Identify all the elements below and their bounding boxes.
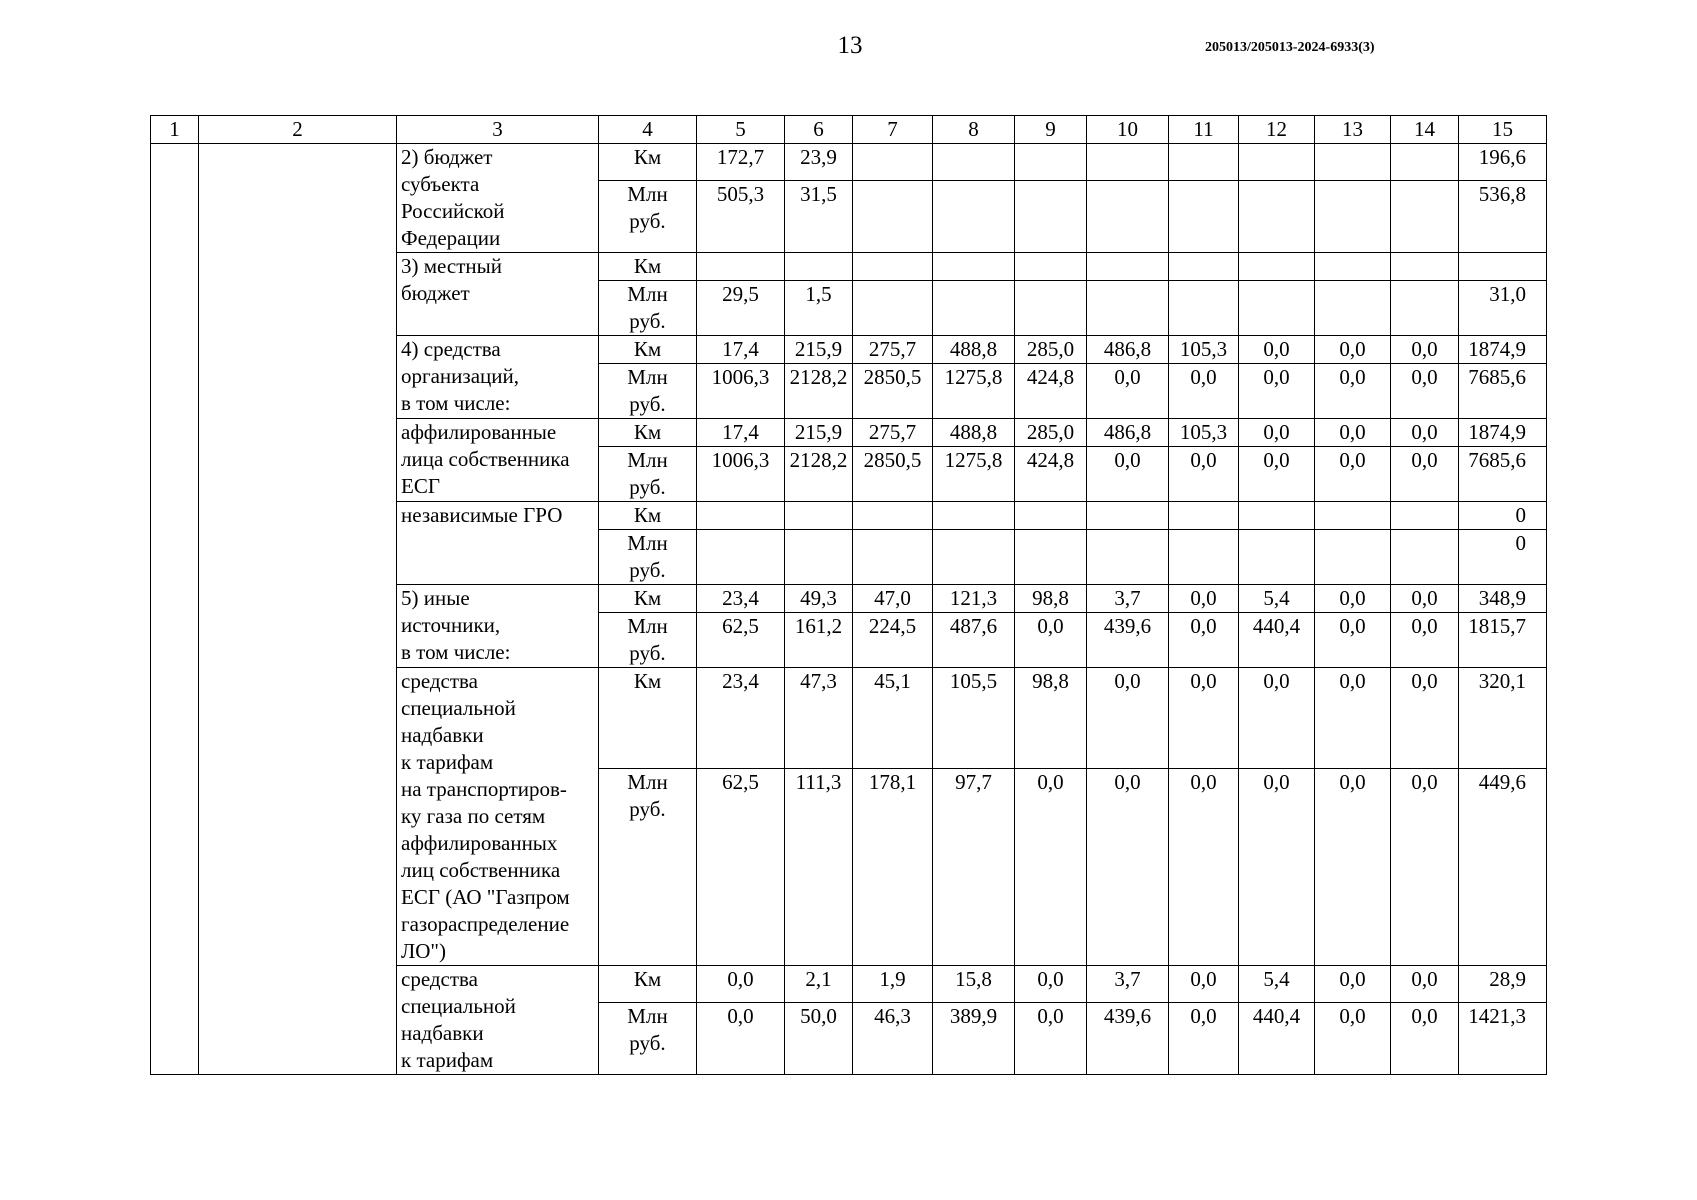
value-cell	[1015, 530, 1087, 585]
value-cell: 0,0	[1391, 585, 1459, 613]
value-cell	[933, 253, 1015, 281]
value-cell: 0	[1459, 530, 1547, 585]
value-cell	[785, 502, 853, 530]
page-number: 13	[837, 32, 863, 59]
value-cell: 0,0	[1087, 768, 1169, 965]
value-cell: 320,1	[1459, 668, 1547, 769]
value-cell	[1169, 502, 1239, 530]
value-cell	[1169, 281, 1239, 336]
value-cell: 1,5	[785, 281, 853, 336]
value-cell: 29,5	[697, 281, 785, 336]
value-cell	[1087, 502, 1169, 530]
value-cell	[853, 502, 933, 530]
value-cell: 196,6	[1459, 144, 1547, 181]
unit-label: Км	[599, 144, 697, 181]
value-cell	[933, 144, 1015, 181]
document-id: 205013/205013-2024-6933(3)	[1205, 40, 1375, 55]
value-cell	[785, 253, 853, 281]
value-cell: 5,4	[1239, 966, 1315, 1003]
value-cell	[1315, 180, 1391, 252]
value-cell: 1275,8	[933, 364, 1015, 419]
value-cell: 224,5	[853, 613, 933, 668]
value-cell: 505,3	[697, 180, 785, 252]
value-cell	[1015, 253, 1087, 281]
unit-label: Км	[599, 502, 697, 530]
value-cell: 1,9	[853, 966, 933, 1003]
unit-label: Млн руб.	[599, 530, 697, 585]
value-cell: 7685,6	[1459, 447, 1547, 502]
value-cell: 0,0	[1239, 419, 1315, 447]
funding-source-label: 2) бюджет субъекта Российской Федерации	[397, 144, 599, 253]
value-cell	[1391, 253, 1459, 281]
value-cell	[933, 502, 1015, 530]
funding-source-label: 4) средства организаций, в том числе:	[397, 336, 599, 419]
funding-source-label: 3) местный бюджет	[397, 253, 599, 336]
value-cell: 215,9	[785, 419, 853, 447]
value-cell: 3,7	[1087, 966, 1169, 1003]
value-cell: 215,9	[785, 336, 853, 364]
value-cell	[933, 530, 1015, 585]
value-cell	[1391, 144, 1459, 181]
value-cell: 536,8	[1459, 180, 1547, 252]
value-cell: 161,2	[785, 613, 853, 668]
table-row	[151, 144, 1547, 181]
value-cell: 348,9	[1459, 585, 1547, 613]
value-cell: 105,5	[933, 668, 1015, 769]
value-cell: 0,0	[1315, 1002, 1391, 1074]
value-cell: 0,0	[1391, 1002, 1459, 1074]
value-cell: 2850,5	[853, 364, 933, 419]
value-cell	[1169, 530, 1239, 585]
value-cell: 0,0	[1169, 585, 1239, 613]
value-cell: 45,1	[853, 668, 933, 769]
value-cell	[1315, 281, 1391, 336]
value-cell: 178,1	[853, 768, 933, 965]
column-number: 10	[1087, 116, 1169, 144]
value-cell: 15,8	[933, 966, 1015, 1003]
value-cell	[853, 144, 933, 181]
value-cell: 1421,3	[1459, 1002, 1547, 1074]
column-number: 6	[785, 116, 853, 144]
unit-label: Км	[599, 253, 697, 281]
value-cell	[1239, 530, 1315, 585]
column-number: 5	[697, 116, 785, 144]
col-1-cell	[151, 144, 199, 1075]
value-cell: 62,5	[697, 768, 785, 965]
value-cell: 486,8	[1087, 419, 1169, 447]
unit-label: Млн руб.	[599, 447, 697, 502]
value-cell: 1006,3	[697, 447, 785, 502]
value-cell: 0,0	[1015, 768, 1087, 965]
value-cell	[697, 253, 785, 281]
value-cell	[853, 281, 933, 336]
value-cell: 111,3	[785, 768, 853, 965]
value-cell	[1169, 144, 1239, 181]
value-cell	[1315, 144, 1391, 181]
value-cell: 389,9	[933, 1002, 1015, 1074]
value-cell: 0,0	[1391, 613, 1459, 668]
value-cell	[1239, 253, 1315, 281]
column-number: 3	[397, 116, 599, 144]
value-cell: 424,8	[1015, 447, 1087, 502]
value-cell: 46,3	[853, 1002, 933, 1074]
value-cell	[1315, 502, 1391, 530]
value-cell	[1239, 281, 1315, 336]
unit-label: Млн руб.	[599, 364, 697, 419]
value-cell: 0,0	[1315, 419, 1391, 447]
value-cell: 0,0	[1315, 768, 1391, 965]
value-cell: 3,7	[1087, 585, 1169, 613]
unit-label: Км	[599, 336, 697, 364]
value-cell	[853, 180, 933, 252]
value-cell: 0,0	[1169, 447, 1239, 502]
value-cell: 50,0	[785, 1002, 853, 1074]
unit-label: Км	[599, 966, 697, 1003]
value-cell: 0,0	[1239, 364, 1315, 419]
value-cell: 440,4	[1239, 613, 1315, 668]
value-cell: 0,0	[1315, 613, 1391, 668]
value-cell: 0,0	[697, 1002, 785, 1074]
value-cell: 275,7	[853, 336, 933, 364]
value-cell	[1239, 502, 1315, 530]
value-cell: 2850,5	[853, 447, 933, 502]
unit-label: Млн руб.	[599, 1002, 697, 1074]
value-cell: 47,0	[853, 585, 933, 613]
value-cell: 0,0	[1391, 419, 1459, 447]
value-cell: 0,0	[1391, 768, 1459, 965]
value-cell	[1015, 502, 1087, 530]
value-cell: 0,0	[1315, 966, 1391, 1003]
value-cell: 488,8	[933, 419, 1015, 447]
funding-sources-table	[150, 115, 1547, 1075]
value-cell: 0,0	[1239, 447, 1315, 502]
value-cell: 2128,2	[785, 447, 853, 502]
value-cell: 439,6	[1087, 1002, 1169, 1074]
value-cell: 488,8	[933, 336, 1015, 364]
value-cell: 0,0	[1239, 668, 1315, 769]
value-cell	[1087, 253, 1169, 281]
unit-label: Км	[599, 668, 697, 769]
column-number: 11	[1169, 116, 1239, 144]
value-cell	[1087, 180, 1169, 252]
value-cell: 0,0	[1239, 336, 1315, 364]
value-cell: 0,0	[1391, 447, 1459, 502]
column-number-row	[151, 116, 1547, 144]
value-cell: 0,0	[1169, 613, 1239, 668]
value-cell: 1006,3	[697, 364, 785, 419]
value-cell: 0,0	[1087, 364, 1169, 419]
value-cell: 0,0	[1169, 966, 1239, 1003]
value-cell: 105,3	[1169, 419, 1239, 447]
value-cell: 0,0	[1391, 336, 1459, 364]
value-cell: 23,4	[697, 668, 785, 769]
value-cell	[1391, 281, 1459, 336]
value-cell: 98,8	[1015, 585, 1087, 613]
value-cell	[785, 530, 853, 585]
value-cell: 0,0	[1087, 447, 1169, 502]
value-cell	[933, 281, 1015, 336]
value-cell: 0,0	[1315, 336, 1391, 364]
unit-label: Км	[599, 585, 697, 613]
unit-label: Млн руб.	[599, 768, 697, 965]
value-cell	[1015, 144, 1087, 181]
value-cell	[1169, 253, 1239, 281]
value-cell: 0	[1459, 502, 1547, 530]
value-cell: 0,0	[1087, 668, 1169, 769]
value-cell: 0,0	[1169, 364, 1239, 419]
column-number: 4	[599, 116, 697, 144]
value-cell	[1391, 180, 1459, 252]
column-number: 12	[1239, 116, 1315, 144]
value-cell: 17,4	[697, 336, 785, 364]
funding-source-label: независимые ГРО	[397, 502, 599, 585]
value-cell: 285,0	[1015, 419, 1087, 447]
value-cell: 172,7	[697, 144, 785, 181]
value-cell	[853, 530, 933, 585]
unit-label: Млн руб.	[599, 613, 697, 668]
value-cell: 0,0	[1015, 613, 1087, 668]
value-cell: 0,0	[1169, 768, 1239, 965]
value-cell: 121,3	[933, 585, 1015, 613]
column-number: 14	[1391, 116, 1459, 144]
value-cell	[1087, 281, 1169, 336]
column-number: 13	[1315, 116, 1391, 144]
value-cell	[1239, 180, 1315, 252]
value-cell: 285,0	[1015, 336, 1087, 364]
value-cell: 0,0	[1391, 668, 1459, 769]
value-cell	[1459, 253, 1547, 281]
value-cell: 2128,2	[785, 364, 853, 419]
value-cell: 1874,9	[1459, 419, 1547, 447]
value-cell	[1087, 144, 1169, 181]
value-cell: 0,0	[1315, 447, 1391, 502]
value-cell: 17,4	[697, 419, 785, 447]
value-cell: 0,0	[1169, 668, 1239, 769]
column-number: 1	[151, 116, 199, 144]
funding-source-label: средства специальной надбавки к тарифам	[397, 966, 599, 1075]
column-number: 9	[1015, 116, 1087, 144]
value-cell: 0,0	[1169, 1002, 1239, 1074]
value-cell	[1391, 502, 1459, 530]
value-cell: 23,4	[697, 585, 785, 613]
col-2-cell	[199, 144, 397, 1075]
unit-label: Км	[599, 419, 697, 447]
value-cell: 0,0	[1315, 668, 1391, 769]
value-cell: 0,0	[697, 966, 785, 1003]
value-cell: 0,0	[1239, 768, 1315, 965]
value-cell: 439,6	[1087, 613, 1169, 668]
value-cell: 31,0	[1459, 281, 1547, 336]
funding-source-label: аффилированные лица собственника ЕСГ	[397, 419, 599, 502]
unit-label: Млн руб.	[599, 180, 697, 252]
value-cell: 0,0	[1391, 364, 1459, 419]
value-cell: 1815,7	[1459, 613, 1547, 668]
value-cell	[1015, 180, 1087, 252]
column-number: 15	[1459, 116, 1547, 144]
value-cell: 275,7	[853, 419, 933, 447]
value-cell: 1874,9	[1459, 336, 1547, 364]
value-cell: 31,5	[785, 180, 853, 252]
value-cell: 0,0	[1315, 364, 1391, 419]
value-cell: 7685,6	[1459, 364, 1547, 419]
value-cell: 97,7	[933, 768, 1015, 965]
column-number: 8	[933, 116, 1015, 144]
value-cell: 0,0	[1315, 585, 1391, 613]
column-number: 2	[199, 116, 397, 144]
funding-source-label: 5) иные источники, в том числе:	[397, 585, 599, 668]
value-cell: 1275,8	[933, 447, 1015, 502]
value-cell	[1239, 144, 1315, 181]
value-cell	[1391, 530, 1459, 585]
value-cell: 49,3	[785, 585, 853, 613]
column-number: 7	[853, 116, 933, 144]
value-cell	[697, 502, 785, 530]
value-cell: 424,8	[1015, 364, 1087, 419]
value-cell	[1087, 530, 1169, 585]
value-cell: 449,6	[1459, 768, 1547, 965]
value-cell	[933, 180, 1015, 252]
value-cell: 47,3	[785, 668, 853, 769]
value-cell	[1015, 281, 1087, 336]
value-cell: 440,4	[1239, 1002, 1315, 1074]
value-cell	[1169, 180, 1239, 252]
unit-label: Млн руб.	[599, 281, 697, 336]
value-cell: 0,0	[1015, 966, 1087, 1003]
value-cell: 487,6	[933, 613, 1015, 668]
value-cell: 28,9	[1459, 966, 1547, 1003]
value-cell	[1315, 530, 1391, 585]
value-cell: 0,0	[1015, 1002, 1087, 1074]
value-cell: 62,5	[697, 613, 785, 668]
value-cell: 2,1	[785, 966, 853, 1003]
value-cell	[1315, 253, 1391, 281]
funding-source-label: средства специальной надбавки к тарифам на транспортиров- ку газа по сетям аффилированных лиц собственника ЕСГ (АО "Газпром газораспределение ЛО")	[397, 668, 599, 966]
value-cell: 98,8	[1015, 668, 1087, 769]
value-cell: 486,8	[1087, 336, 1169, 364]
value-cell: 23,9	[785, 144, 853, 181]
value-cell: 0,0	[1391, 966, 1459, 1003]
value-cell	[697, 530, 785, 585]
value-cell: 105,3	[1169, 336, 1239, 364]
value-cell: 5,4	[1239, 585, 1315, 613]
value-cell	[853, 253, 933, 281]
